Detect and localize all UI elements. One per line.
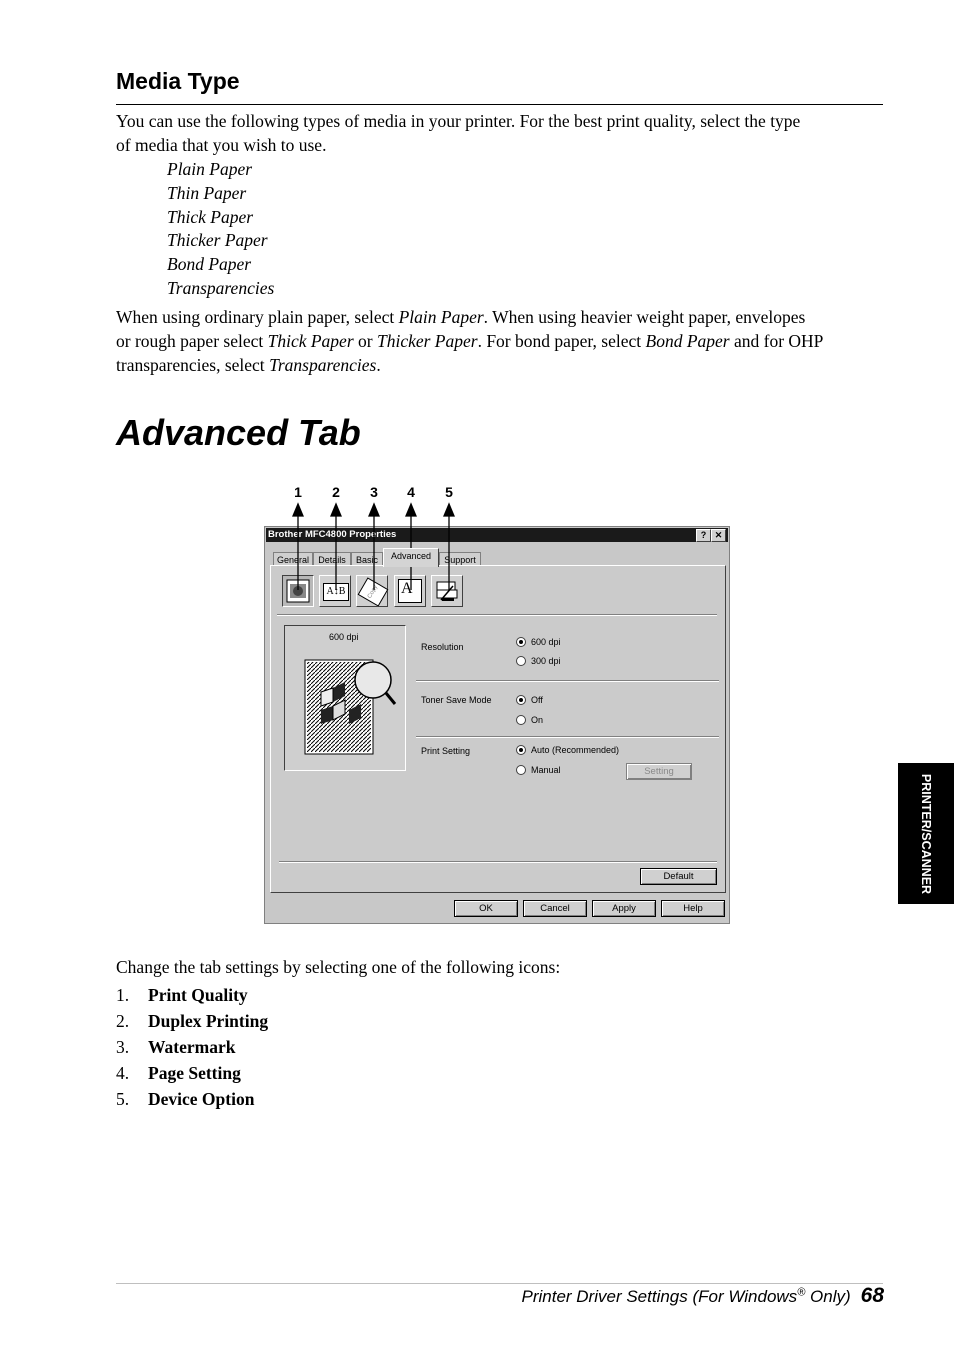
watermark-icon: Copy (358, 577, 389, 606)
usage-emphasis: Bond Paper (645, 330, 730, 351)
divider (416, 736, 719, 738)
cancel-button[interactable]: Cancel (523, 900, 587, 917)
divider (277, 614, 717, 616)
toner-save-on-radio[interactable] (516, 715, 526, 725)
list-number: 3. (116, 1037, 130, 1057)
print-quality-icon (283, 576, 313, 606)
page-number: 68 (860, 1284, 884, 1307)
print-setting-manual-label[interactable]: Manual (531, 765, 561, 775)
usage-text: transparencies, select (116, 354, 270, 375)
print-setting-manual-radio[interactable] (516, 765, 526, 775)
ok-button[interactable]: OK (454, 900, 518, 917)
list-item (116, 1060, 268, 1086)
intro-line-1: You can use the following types of media in your printer. For the best print quality, select the type (116, 111, 801, 131)
watermark-button[interactable] (356, 575, 388, 607)
resolution-label: Resolution (421, 642, 464, 652)
list-label: Duplex Printing (148, 1011, 269, 1031)
footer-text: Printer Driver Settings (For Windows (521, 1287, 798, 1306)
usage-emphasis: Transparencies (269, 354, 377, 375)
apply-button[interactable]: Apply (592, 900, 656, 917)
toner-save-off-radio[interactable] (516, 695, 526, 705)
callout-4: 4 (407, 484, 415, 500)
media-usage-paragraph (116, 306, 886, 377)
preview-image (303, 648, 403, 758)
print-setting-auto-label[interactable]: Auto (Recommended) (531, 745, 620, 755)
divider (279, 861, 717, 863)
printer-properties-dialog (264, 526, 730, 924)
media-type-list (167, 158, 274, 301)
tab-general[interactable]: General (273, 552, 313, 566)
list-label: Print Quality (148, 985, 248, 1005)
list-label: Watermark (148, 1037, 236, 1057)
print-setting-auto-radio[interactable] (516, 745, 526, 755)
tab-details[interactable]: Details (313, 552, 351, 566)
usage-emphasis: Thick Paper (267, 330, 354, 351)
close-button[interactable]: ✕ (711, 529, 726, 542)
list-number: 2. (116, 1011, 130, 1031)
usage-text: or (353, 330, 377, 351)
list-item: Thin Paper (167, 182, 247, 203)
toner-save-on-label[interactable]: On (531, 715, 544, 725)
callout-5: 5 (445, 484, 453, 500)
footer-text: Only) (805, 1287, 851, 1306)
device-option-button[interactable] (431, 575, 463, 607)
default-button[interactable]: Default (640, 868, 717, 885)
usage-emphasis: Thicker Paper (376, 330, 478, 351)
dialog-titlebar (266, 528, 728, 542)
list-number: 1. (116, 985, 130, 1005)
callout-2: 2 (332, 484, 340, 500)
list-item: Thicker Paper (167, 230, 268, 251)
usage-text: . When using heavier weight paper, envelopes (483, 307, 806, 327)
toner-save-off-label[interactable]: Off (531, 695, 543, 705)
icon-list (116, 982, 268, 1112)
callout-3: 3 (370, 484, 378, 500)
section-heading-media-type: Media Type (116, 68, 240, 94)
list-item: Thick Paper (167, 206, 254, 227)
list-item (116, 1034, 268, 1060)
duplex-printing-icon: A↕B (323, 583, 349, 601)
usage-text: and for OHP (729, 330, 824, 351)
side-tab (898, 763, 954, 904)
resolution-600-label[interactable]: 600 dpi (531, 637, 561, 647)
list-item (116, 1008, 268, 1034)
resolution-300-radio[interactable] (516, 656, 526, 666)
list-item (116, 982, 268, 1008)
list-item: Transparencies (167, 277, 275, 298)
duplex-printing-button[interactable] (319, 575, 351, 607)
icon-list-intro: Change the tab settings by selecting one of the following icons: (116, 957, 561, 977)
list-item (116, 1086, 268, 1112)
heading-rule (116, 104, 883, 105)
callout-1: 1 (294, 484, 302, 500)
print-setting-label: Print Setting (421, 746, 471, 756)
tab-basic[interactable]: Basic (351, 552, 383, 566)
section-heading-advanced-tab: Advanced Tab (116, 412, 361, 453)
tab-support[interactable]: Support (439, 552, 481, 566)
list-number: 5. (116, 1089, 130, 1109)
resolution-600-radio[interactable] (516, 637, 526, 647)
print-quality-button[interactable] (282, 575, 314, 607)
divider (416, 680, 719, 682)
page-setting-icon: A (398, 579, 422, 603)
help-title-button[interactable]: ? (696, 529, 711, 542)
list-number: 4. (116, 1063, 130, 1083)
usage-text: . (376, 354, 381, 375)
device-option-icon (432, 576, 462, 606)
list-label: Page Setting (148, 1063, 241, 1083)
list-item: Plain Paper (167, 159, 253, 179)
resolution-300-label[interactable]: 300 dpi (531, 656, 561, 666)
page-footer (521, 1284, 884, 1308)
list-label: Device Option (148, 1089, 255, 1109)
usage-text: When using ordinary plain paper, select (116, 307, 399, 327)
preview-label: 600 dpi (329, 632, 359, 642)
help-button[interactable]: Help (661, 900, 725, 917)
preview-panel (284, 625, 406, 771)
tab-advanced[interactable]: Advanced (383, 548, 439, 567)
setting-button[interactable]: Setting (626, 763, 692, 780)
list-item: Bond Paper (167, 254, 252, 275)
page-setting-button[interactable] (394, 575, 426, 607)
usage-emphasis: Plain Paper (398, 307, 484, 327)
registered-mark: ® (797, 1286, 806, 1299)
media-type-intro (116, 110, 886, 158)
side-tab-label: PRINTER/SCANNER (919, 773, 933, 894)
usage-text: or rough paper select (116, 330, 268, 351)
intro-line-2: of media that you wish to use. (116, 134, 327, 155)
toner-save-label: Toner Save Mode (421, 695, 492, 705)
usage-text: . For bond paper, select (477, 330, 646, 351)
dialog-title: Brother MFC4800 Properties (268, 529, 397, 540)
